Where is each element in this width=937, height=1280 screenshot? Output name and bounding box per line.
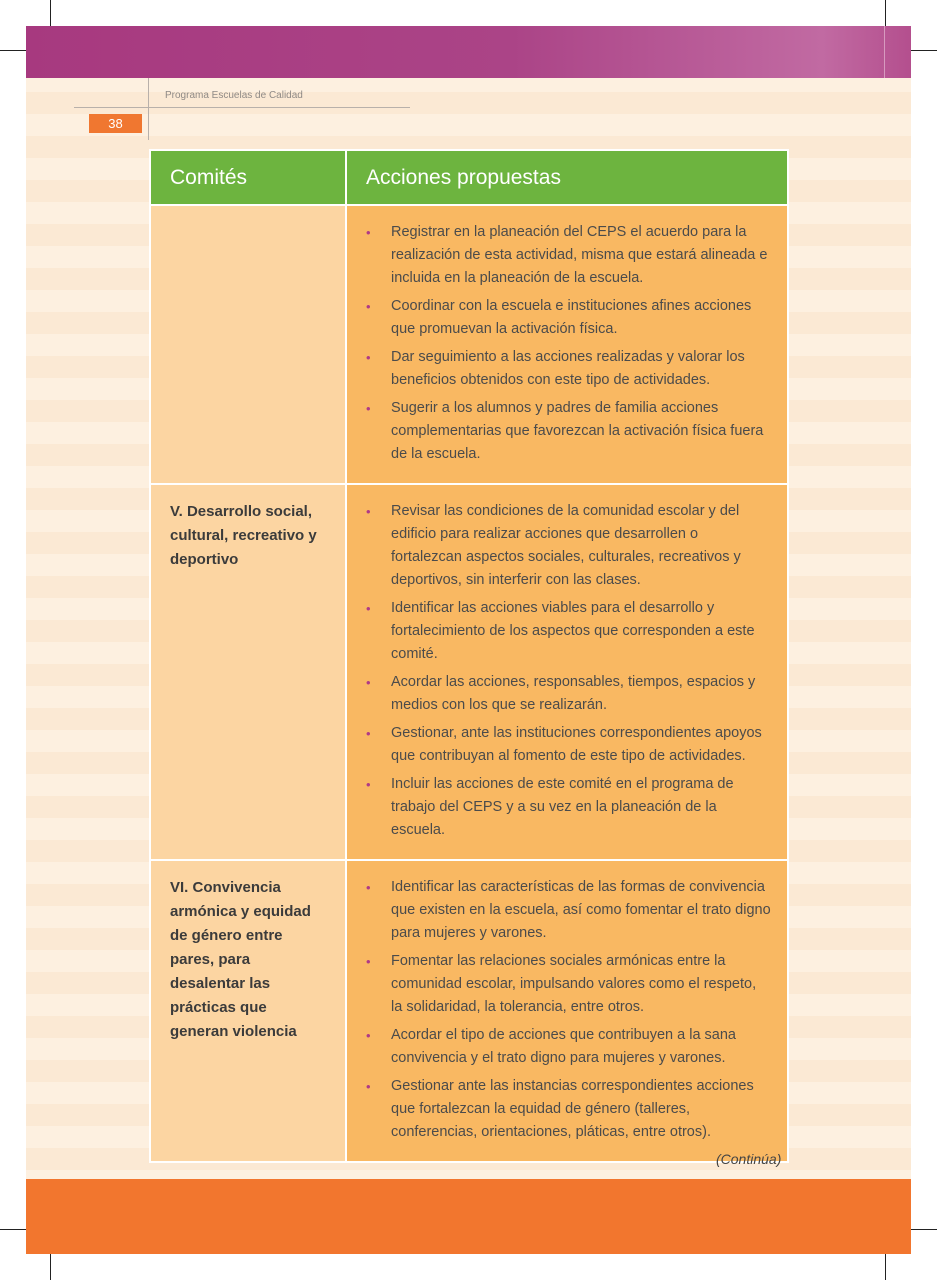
action-text: • Identificar las características de las formas de convivencia que existen en la escuela, así como fomentar el trato digno para mujeres y varones.	[391, 879, 771, 941]
crop-mark	[0, 50, 26, 51]
actions-list	[366, 221, 771, 466]
action-text: • Coordinar con la escuela e instituciones afines acciones que promuevan la activación física.	[391, 298, 752, 337]
list-item	[366, 722, 771, 768]
action-text: • Incluir las acciones de este comité en el programa de trabajo del CEPS y a su vez en la planeación de la escuela.	[391, 776, 734, 838]
list-item	[366, 397, 771, 466]
bottom-color-band	[26, 1179, 911, 1254]
table-header-row	[150, 150, 788, 205]
action-text: • Fomentar las relaciones sociales armónicas entre la comunidad escolar, impulsando valores como el respeto, la solidaridad, la tolerancia, entre otros.	[391, 953, 757, 1015]
column-header-actions: Acciones propuestas	[346, 150, 788, 205]
list-item	[366, 597, 771, 666]
list-item	[366, 500, 771, 592]
table-row	[150, 484, 788, 860]
list-item	[366, 773, 771, 842]
crop-mark	[0, 1229, 26, 1230]
actions-list	[366, 876, 771, 1144]
action-text: • Gestionar, ante las instituciones correspondientes apoyos que contribuyan al fomento de este tipo de actividades.	[391, 725, 762, 764]
running-head: Programa Escuelas de Calidad	[165, 90, 303, 101]
continued-note: (Continúa)	[716, 1151, 782, 1167]
band-seam	[884, 26, 885, 78]
list-item	[366, 295, 771, 341]
list-item	[366, 876, 771, 945]
action-text: • Revisar las condiciones de la comunidad escolar y del edificio para realizar acciones que desarrollen o fortalezcan aspectos sociales, culturales, recreativos y deportivos, sin interferir con las clases.	[391, 503, 741, 588]
committees-table	[149, 149, 789, 1163]
actions-list	[366, 500, 771, 842]
crop-mark	[50, 0, 51, 26]
committee-cell: VI. Convivencia armónica y equidad de género entre pares, para desalentar las prácticas que generan violencia	[150, 860, 346, 1162]
action-text: • Registrar en la planeación del CEPS el acuerdo para la realización de esta actividad, misma que estará alineada e incluida en la planeación de la escuela.	[391, 224, 768, 286]
header-horizontal-rule	[74, 107, 410, 108]
action-text: • Gestionar ante las instancias correspondientes acciones que fortalezcan la equidad de género (talleres, conferencias, orientaciones, pláticas, entre otros).	[391, 1078, 754, 1140]
list-item	[366, 1075, 771, 1144]
actions-cell	[346, 484, 788, 860]
table-row	[150, 860, 788, 1162]
column-header-committees: Comités	[150, 150, 346, 205]
top-color-band	[26, 26, 911, 78]
page-number: 38	[89, 114, 142, 133]
action-text: • Acordar el tipo de acciones que contribuyen a la sana convivencia y el trato digno para mujeres y varones.	[391, 1027, 736, 1066]
list-item	[366, 671, 771, 717]
action-text: • Dar seguimiento a las acciones realizadas y valorar los beneficios obtenidos con este tipo de actividades.	[391, 349, 745, 388]
header-vertical-rule	[148, 78, 149, 140]
actions-cell	[346, 860, 788, 1162]
actions-cell	[346, 205, 788, 484]
list-item	[366, 221, 771, 290]
action-text: • Identificar las acciones viables para el desarrollo y fortalecimiento de los aspectos que corresponden a este comité.	[391, 600, 755, 662]
crop-mark	[50, 1254, 51, 1280]
committee-cell	[150, 205, 346, 484]
crop-mark	[885, 1254, 886, 1280]
crop-mark	[911, 50, 937, 51]
action-text: • Acordar las acciones, responsables, tiempos, espacios y medios con los que se realizarán.	[391, 674, 756, 713]
committee-cell: V. Desarrollo social, cultural, recreativo y deportivo	[150, 484, 346, 860]
crop-mark	[911, 1229, 937, 1230]
list-item	[366, 346, 771, 392]
document-page	[26, 26, 911, 1254]
crop-mark	[885, 0, 886, 26]
list-item	[366, 1024, 771, 1070]
action-text: • Sugerir a los alumnos y padres de familia acciones complementarias que favorezcan la activación física fuera de la escuela.	[391, 400, 764, 462]
table-row	[150, 205, 788, 484]
list-item	[366, 950, 771, 1019]
